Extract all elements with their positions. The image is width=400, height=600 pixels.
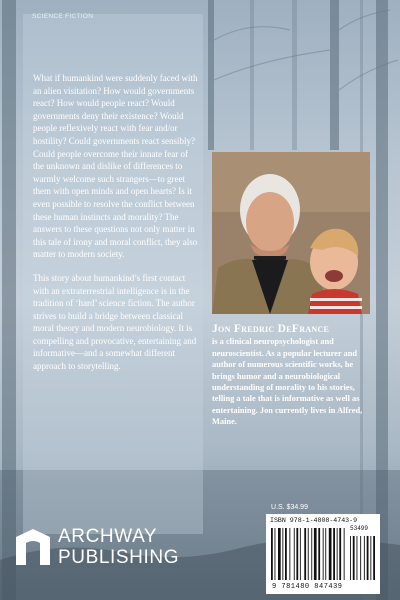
price-label: U.S. $34.99 [271, 504, 308, 511]
genre-label: SCIENCE FICTION [32, 13, 94, 20]
author-bio-text: is a clinical neuropsychologist and neuroscientist. As a popular lecturer and author of numerous scientific works, he brings humor and a neurobiological understanding of morality to his stories, telling a tale that is informative as well as entertaining. Jon currently lives in Alfred, Maine. [212, 337, 363, 427]
author-bio [212, 324, 370, 428]
publisher-logo [16, 526, 196, 580]
author-photo-illustration [212, 152, 370, 314]
publisher-name-line1: ARCHWAY [58, 526, 158, 547]
author-name: Jon Fredric DeFrance [212, 323, 330, 335]
barcode-icon [270, 526, 376, 584]
barcode-block [266, 514, 380, 594]
author-photo [212, 152, 370, 314]
blurb-paragraph: This story about humankind’s first contact with an extraterrestrial intelligence is in the tradition of ‘hard’ science fiction. The author strives to build a bridge between classical moral theory and modern neurobiology. It is compelling and provocative, entertaining and informative—and a somewhat different approach to storytelling. [33, 272, 197, 372]
barcode-number: 9 781480 847439 [272, 583, 343, 591]
book-blurb [33, 72, 199, 373]
isbn-label: ISBN 978-1-4808-4743-9 [270, 517, 358, 524]
barcode-addon-number: 53499 [350, 525, 369, 532]
blurb-paragraph: What if humankind were suddenly faced with an alien visitation? How would governments react? How would people react? Would governments deny their existence? Would people reflexively react with fear and/or hostility? Could governments react sensibly? Could people overcome their innate fear of the unknown and dislike of differences to warmly welcome such strangers—to greet them with open minds and open hearts? Is it even possible to resolve the conflict between these human instincts and morality? The answers to these questions not only matter in this tale of irony and moral conflict, they also matter to modern society. [33, 73, 198, 260]
archway-arch-icon [16, 529, 50, 565]
publisher-name-line2: PUBLISHING [58, 547, 180, 568]
